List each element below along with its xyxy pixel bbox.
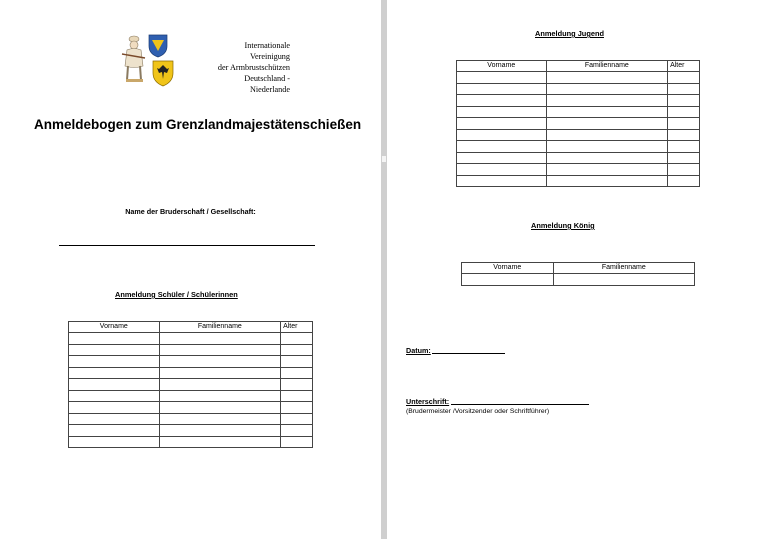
table-cell[interactable] [281,436,313,448]
table-row [457,164,700,176]
table-row [457,83,700,95]
table-cell[interactable] [546,72,667,84]
table-cell[interactable] [546,118,667,130]
table-cell[interactable] [281,367,313,379]
table-row [457,95,700,107]
table-cell[interactable] [159,379,280,391]
table-cell[interactable] [668,141,700,153]
table-cell[interactable] [546,164,667,176]
brotherhood-label: Name der Bruderschaft / Gesellschaft: [125,207,256,216]
gutter-handle [382,156,386,162]
table-cell[interactable] [457,72,547,84]
table-cell[interactable] [69,379,160,391]
youth-table [456,60,700,187]
table-cell[interactable] [546,175,667,187]
youth-section-title: Anmeldung Jugend [535,29,604,38]
table-cell[interactable] [281,379,313,391]
table-row [69,379,313,391]
table-cell[interactable] [546,141,667,153]
table-cell[interactable] [546,106,667,118]
column-header-vorname: Vorname [462,263,554,274]
table-cell[interactable] [546,95,667,107]
king-section-title: Anmeldung König [531,221,595,230]
signature-label: Unterschrift: [406,397,450,406]
table-row [457,141,700,153]
table-cell[interactable] [281,356,313,368]
table-row [457,175,700,187]
table-cell[interactable] [281,390,313,402]
table-header-row [462,263,695,274]
table-cell[interactable] [668,118,700,130]
column-header-vorname: Vorname [457,61,547,72]
table-cell[interactable] [159,333,280,345]
table-cell[interactable] [668,83,700,95]
table-cell[interactable] [69,413,160,425]
table-cell[interactable] [462,274,554,286]
table-cell[interactable] [69,436,160,448]
table-header-row [69,322,313,333]
column-header-familienname: Familienname [546,61,667,72]
organization-line: Niederlande [249,85,290,94]
table-cell[interactable] [668,95,700,107]
organization-line: Vereinigung [249,52,290,61]
organization-name [180,40,290,95]
table-cell[interactable] [457,95,547,107]
table-header-row [457,61,700,72]
brotherhood-fill-line [59,245,315,246]
table-cell[interactable] [69,333,160,345]
table-cell[interactable] [159,367,280,379]
column-header-familienname: Familienname [159,322,280,333]
table-row [69,402,313,414]
table-cell[interactable] [69,367,160,379]
date-label: Datum: [406,346,431,355]
organization-line: der Armbrustschützen [217,63,290,72]
table-cell[interactable] [457,83,547,95]
table-cell[interactable] [159,356,280,368]
table-cell[interactable] [668,129,700,141]
table-cell[interactable] [457,152,547,164]
table-row [69,436,313,448]
table-cell[interactable] [668,72,700,84]
organization-line: Internationale [244,41,290,50]
table-row [69,390,313,402]
students-table [68,321,313,448]
signature-note: (Brudermeister /Vorsitzender oder Schriftführer) [406,408,550,415]
king-table [461,262,695,286]
table-row [69,367,313,379]
table-row [69,344,313,356]
table-cell[interactable] [457,118,547,130]
table-cell[interactable] [159,436,280,448]
table-cell[interactable] [69,402,160,414]
table-cell[interactable] [668,175,700,187]
youth-table-body [457,72,700,187]
column-header-familienname: Familienname [553,263,694,274]
table-row [69,356,313,368]
table-cell[interactable] [69,356,160,368]
table-cell[interactable] [69,344,160,356]
table-row [457,106,700,118]
table-cell[interactable] [553,274,694,286]
table-cell[interactable] [668,152,700,164]
table-row [69,333,313,345]
signature-fill-line [451,404,589,405]
table-row [457,129,700,141]
table-cell[interactable] [546,129,667,141]
document-title: Anmeldebogen zum Grenzlandmajestätenschießen [34,117,362,132]
table-cell[interactable] [457,164,547,176]
date-fill-line [432,353,505,354]
crossbow-association-logo [118,32,176,90]
table-cell[interactable] [69,425,160,437]
table-cell[interactable] [159,344,280,356]
table-cell[interactable] [159,390,280,402]
document-page-right [387,0,768,539]
king-table-body [462,274,695,286]
students-table-body [69,333,313,448]
table-cell[interactable] [546,152,667,164]
table-row [457,72,700,84]
column-header-vorname: Vorname [69,322,160,333]
table-cell[interactable] [159,413,280,425]
table-row [457,118,700,130]
table-cell[interactable] [281,344,313,356]
table-cell[interactable] [457,106,547,118]
table-cell[interactable] [281,425,313,437]
column-header-alter: Alter [281,322,313,333]
table-cell[interactable] [546,83,667,95]
table-cell[interactable] [159,402,280,414]
organization-line: Deutschland - [244,74,290,83]
table-cell[interactable] [457,129,547,141]
table-cell[interactable] [281,333,313,345]
table-row [69,425,313,437]
document-page-left [0,0,381,539]
table-cell[interactable] [159,425,280,437]
table-cell[interactable] [457,141,547,153]
table-row [69,413,313,425]
column-header-alter: Alter [668,61,700,72]
table-cell[interactable] [69,390,160,402]
table-cell[interactable] [668,164,700,176]
table-row [462,274,695,286]
table-cell[interactable] [457,175,547,187]
table-row [457,152,700,164]
table-cell[interactable] [281,402,313,414]
students-section-title: Anmeldung Schüler / Schülerinnen [115,290,238,299]
table-cell[interactable] [281,413,313,425]
table-cell[interactable] [668,106,700,118]
